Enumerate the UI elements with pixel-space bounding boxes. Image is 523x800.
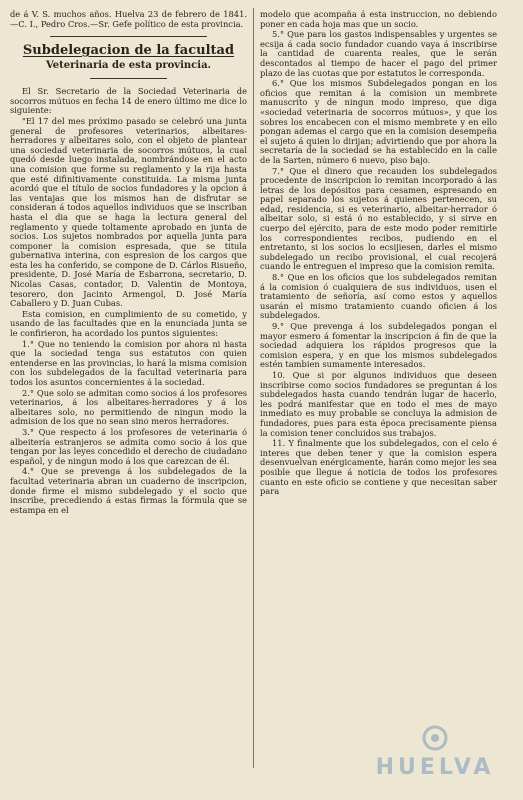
title-underline: [90, 78, 167, 79]
paragraph: 4.° Que se prevenga á los subdelegados de la facultad veterinaria abran un cuaderno de inscripcion, donde firme el mismo subdelegado y el socio que inscribe, precediendo á estas firmas la fórmula que se estampa en el: [10, 466, 247, 515]
section-title: Subdelegacion de la facultad: [22, 43, 235, 59]
right-column: [260, 10, 497, 498]
paragraph: "El 17 del mes próximo pasado se celebró una junta general de profesores veterinarios, albeitares-herradores y albeitares solo, con el objeto de plantear una sociedad veterinaria de socorros mútuos, la cual quedó desde luego instalada, nombrándose en el acto una comision que forme su reglamento y la rija hasta que esté difinitivamente constituida. La misma junta acordó que el título de socios fundadores y la opcion á las ventajas que los mismos han de disfrutar se consideran á todos aquellos individuos que se inscriban hasta el dia que se haga la lectura general del reglamento y quede toltamente aprobado en junta de socios. Los sujetos nombrados por aquella junta para componer la comision espresada, que se titula gubernativa interina, con espresion de los cargos que esta les ha conferido, se compone de D. Cárlos Risueño, presidente, D. José María de Esbarrona, secretario, D. Nicolas Casas, contador, D. Valentin de Montoya, tesorero, don Jacinto Armengol, D. José María Caballero y D. Juan Cubas.: [10, 115, 247, 309]
paragraph: 10. Que si por algunos individuos que deseen inscribirse como socios fundadores se preguntan á los subdelegados hasta cuando tendrán lugar de hacerlo, les podrá manifestar que en todo el mes de mayo inmediato es muy probable se concluya la admision de fundadores, pues para esta época precisamente piensa la comision tener concluidos sus trabajos.: [260, 369, 497, 438]
paragraph: 7.° Que el dinero que recauden los subdelegados procedente de inscripcion lo remitan incorporado á las letras de los depósitos para cesamen, espresando en papel separado los sujetos á quienes pertenecen, su edad, residencia, si es veterinario, albeitar-herrador ó albeitar solo, si está ó no establecido, y si sirve en cuerpo del ejército, para de este modo poder remitirle los correspondientes recibos, pudiendo en el entretanto, si los socios lo ecsijiesen, darles el mismo subdelegado un recibo provisional, el cual recojerá cuando le entreguen el impreso que la comision remita.: [260, 165, 497, 272]
paragraph: 5.° Que para los gastos indispensables y urgentes se ecsija á cada socio fundador cuando vaya á inscribirse la cantidad de cuarenta reales, que le serán descontados al tiempo de hacer el pago del primer plazo de las cuotas que por estatutos le corresponda.: [260, 29, 497, 78]
section-divider: [50, 36, 207, 37]
province-logo-icon: [365, 722, 505, 782]
paragraph: 6.° Que los mismos Subdelegados pongan en los oficios que remitan á la comision un membrete manuscrito y de ningun modo impreso, que diga «sociedad veterinaria de socorros mútuos», y que los sobres los encabecen con el mismo membrete y en ello pongan ademas el cargo que en la comision desempeña el sujeto á quien lo dirijan; advirtiendo que por ahora la secretaría de la sociedad se ha establecido en la calle de la Sarten, número 6 nuevo, piso bajo.: [260, 78, 497, 165]
paragraph: 2.° Que solo se admitan como socios á los profesores veterinarios, á los albeitares-herradores y á los albeitares solo, no permitiendo de ningun modo la admision de los que no sean sino meros herradores.: [10, 387, 247, 427]
left-column: [10, 10, 247, 516]
watermark-text: HUELVA: [375, 755, 495, 780]
column-divider: [253, 8, 254, 768]
paragraph: modelo que acompaña á esta instruccion, no debiendo poner en cada hoja mas que un socio.: [260, 9, 497, 29]
section-subtitle: Veterinaria de esta provincia.: [45, 60, 212, 72]
paragraph: 9.° Que prevenga á los subdelegados pongan el mayor esmero á fomentar la inscripcion á fin de que la sociedad adquiera los rápidos progresos que la comision espera, y en que los mismos subdelegados estén tambien sumamente interesados.: [260, 321, 497, 370]
paragraph: 11. Y finalmente que los subdelegados, con el celo é interes que deben tener y que la comision espera desenvuelvan enérgicamente, harán como mejor les sea posible que llegue á noticia de todos los profesores cuanto en este oficio se contiene y que necesitan saber para: [260, 438, 497, 497]
watermark-logo: [365, 722, 505, 782]
paragraph: El Sr. Secretario de la Sociedad Veterinaria de socorros mútuos en fecha 14 de enero último me dice lo siguiente:: [10, 86, 247, 116]
paragraph: 1.° Que no teniendo la comision por ahora ni hasta que la sociedad tenga sus estatutos con quien entenderse en las provincias, lo hará la misma comision con los subdelegados de la facultad veterinaria para todos los asuntos concernientes á la sociedad.: [10, 338, 247, 387]
paragraph: Esta comision, en cumplimiento de su cometido, y usando de las facultades que en la enunciada junta se le confirieron, ha acordado los puntos siguientes:: [10, 308, 247, 339]
closing-lines: de á V. S. muchos años. Huelva 23 de febrero de 1841.—C. I., Pedro Cros.—Sr. Gefe político de esta provincia.: [10, 9, 247, 29]
paragraph: 3.° Que respecto á los profesores de veterinaria ó albeitería estranjeros se admita como socio á los que tengan por las leyes concedido el derecho de ciudadano español, y de ningun modo á los que carezcan de él.: [10, 426, 247, 466]
paragraph: 8.° Que en los oficios que los subdelegados remitan á la comision ó cualquiera de sus individuos, usen el tratamiento de señoría, así como estos y aquellos usarán el mismo tratamiento cuando oficien á los subdelegados.: [260, 272, 497, 321]
